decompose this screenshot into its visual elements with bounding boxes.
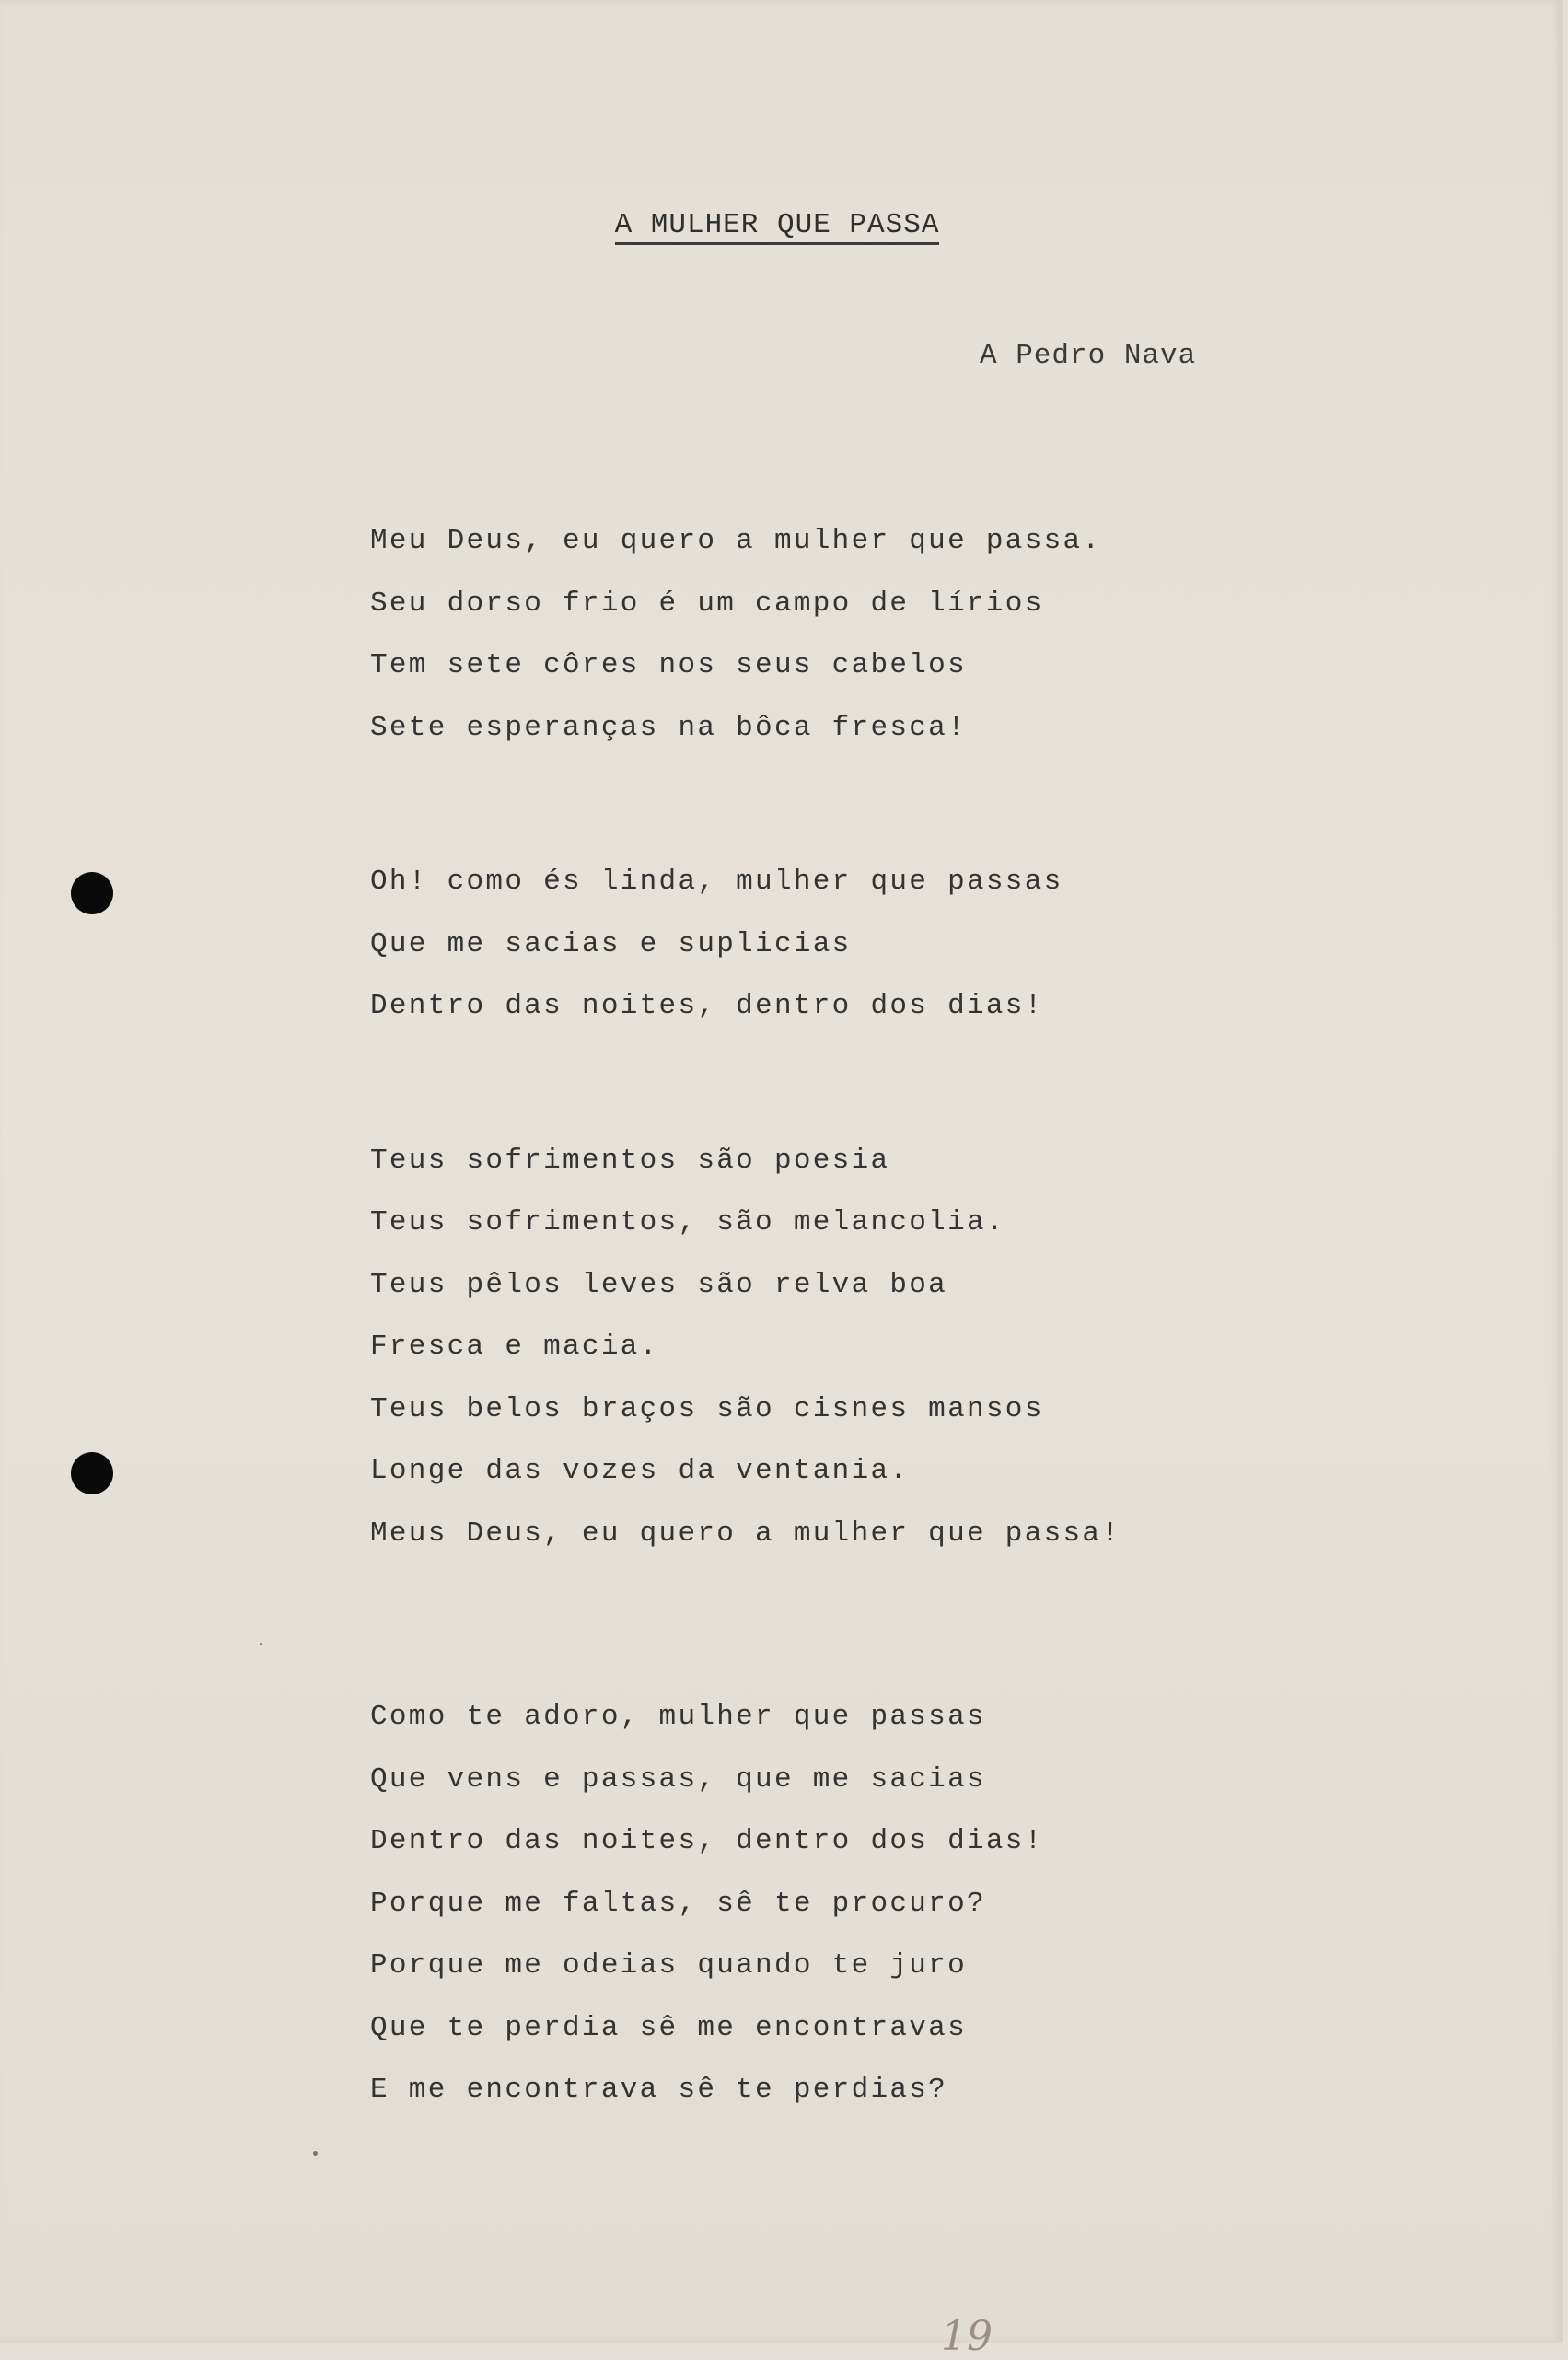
poem-line: Porque me faltas, sê te procuro?: [370, 1887, 986, 1920]
poem-line: Teus sofrimentos, são melancolia.: [370, 1206, 1005, 1238]
poem-line: Meu Deus, eu quero a mulher que passa.: [370, 525, 1102, 557]
poem-line: Que vens e passas, que me sacias: [370, 1762, 986, 1796]
paper-speck: [260, 1643, 262, 1645]
poem-line: Seu dorso frio é um campo de lírios: [370, 587, 1044, 620]
stanza-2: [370, 864, 1121, 1051]
poem-line: Fresca e macia.: [370, 1331, 659, 1363]
poem-line: Teus belos braços são cisnes mansos: [370, 1392, 1044, 1425]
poem-line: Oh! como és linda, mulher que passas: [370, 866, 1063, 898]
poem-line: Meus Deus, eu quero a mulher que passa!: [370, 1517, 1121, 1550]
poem-line: Teus pêlos leves são relva boa: [370, 1268, 948, 1301]
poem-line: E me encontrava sê te perdias?: [370, 2074, 948, 2106]
poem-line: Teus sofrimentos são poesia: [370, 1144, 890, 1177]
poem-line: Dentro das noites, dentro dos dias!: [370, 1825, 1044, 1857]
dedication: A Pedro Nava: [980, 340, 1197, 372]
page-edge: [1558, 0, 1563, 2343]
punch-hole: [71, 872, 113, 914]
poem-line: Dentro das noites, dentro dos dias!: [370, 990, 1044, 1022]
poem-line: Tem sete côres nos seus cabelos: [370, 649, 967, 681]
poem-title: [0, 208, 1568, 245]
stanza-1: [370, 523, 1121, 772]
stanza-3: [370, 1143, 1121, 1578]
punch-hole: [71, 1452, 113, 1494]
paper-speck: [313, 2151, 318, 2156]
poem-line: Longe das vozes da ventania.: [370, 1455, 910, 1487]
page-number: 19: [941, 2313, 993, 2360]
poem-line: Porque me odeias quando te juro: [370, 1949, 967, 1982]
poem-line: Sete esperanças na bôca fresca!: [370, 711, 967, 744]
poem-body: [370, 523, 1121, 2134]
poem-title-text: A MULHER QUE PASSA: [615, 208, 940, 245]
stanza-4: [370, 1699, 1121, 2134]
poem-line: Como te adoro, mulher que passas: [370, 1701, 986, 1733]
poem-line: Que te perdia sê me encontravas: [370, 2011, 967, 2044]
poem-line: Que me sacias e suplicias: [370, 927, 852, 960]
